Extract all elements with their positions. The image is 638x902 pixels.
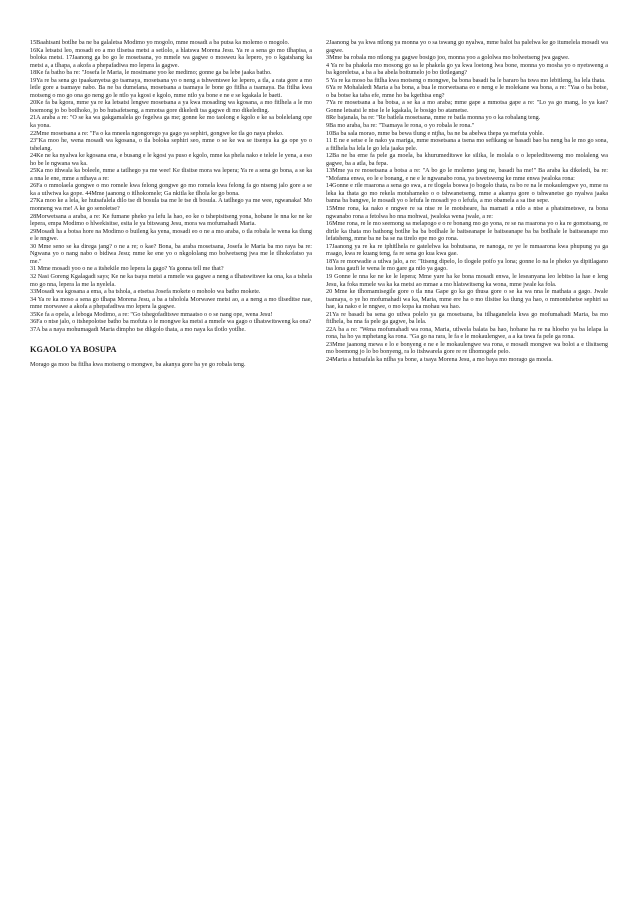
paragraph: 13Mme ya re mosetsana a botsa a re: "A bo go le molemo jang ne, basadi ba me!" Ba araba ka dikeledi, ba re: "Mofama enwa, eo le e bonang, e ne e le ngwanabo rona, ya tswetsweng ke mme enwa jwaloka rona: bbox=[326, 168, 608, 182]
paragraph: 22A ba a re: "Wena mofumahadi wa rona, Maria, utlwela balata ba hao, hobane ha re na hloeho ya ba lelapa la rona, ha ho ya mphetang ka rona. "Ga go na rara, le fa e le mokaulengwe, a a ka tswa fa pele ga rona. bbox=[326, 326, 608, 341]
paragraph: 21A araba a re: "O se ka wa gakgamalela go fegelwa ga me; gonne ke mo taolong e kgolo e ke sa bolelelang ope ka yona. bbox=[30, 115, 312, 130]
paragraph: 32 Nasi Goreng Kgalagadi says; Ke ne ka tsaya metsi a mmele wa gagwe a neng a tlhatswitswe ka ona, ka a tshela mo go nna, lepera la me la nyelela. bbox=[30, 273, 312, 288]
paragraph: 19Ya re ba sena go ipaakanyetsa go tsamaya, mosetsana yo o neng a tshwentswe ke lepero, a tla, a rata gore a mo letle gore a tsamaye nabo. Ba ne ba dumelana, mosetsana a tsamaya le bone go fitlha a tsamaya. Ba fitlha kwa motseng o mo go ona go neng go le ntlo ya kgosi e kgolo, mme ntlo ya bone e ne e se kgakala le baeti. bbox=[30, 77, 312, 99]
paragraph: 20 Mme ke tlhomamisegile gore o tla nna Gape go ka go thusa gore o se ka wa nna le mathata a gago. Jwale tsamaya, o ye ho mofumahadi wa ka, Maria, mme ere ha o mo tlisitse ka tlung ya hao, o mmontshetse sephiri sa hae, ka nako e le nngwe, o mo kopa ka mohau wa hao. bbox=[326, 289, 608, 311]
paragraph: 15Mme rona, ka nako e nngwe re sa ntse re le motsheare, ha mamati a ntlo a ntse a phatsimetswe, ra bona ngwanabo rona a fetolwa ho nna mohwai, jwaloka wena jwale, a re: bbox=[326, 206, 608, 220]
paragraph: 22Mme mosetsana a re: "Fa o ka mneela ngongorego ya gago ya sephiri, gongwe ke tla go naya pheko. bbox=[30, 130, 284, 137]
paragraph: 23Mme jaanong mewa e lo e bonyeng e ne e le mokaulengwe wa rona, e mosadi mongwe wa boloi a e tlisitseng mo boemong jo lo bo bonyeng, ra lo itshwarela gore re re tlhomogele pelo. bbox=[326, 341, 608, 356]
paragraph: 31 Mme mosadi yoo o ne a itshekile mo lepera la gago? Ya gonna tell me that? bbox=[30, 266, 224, 273]
paragraph: 28Morwetsana a araba, a re: Ke fumane pheko ya lefu la hao, eo ke o tshepisitseng yona, hobane le nna ke ne ke lepera, empa Modimo o hlwekisitse, esita le ya bitswang Jesu, mora wa mofumahadi Maria. bbox=[30, 213, 312, 228]
paragraph: 18Ke fa batho ba re: "Josefa le Maria, le mosimane yoo ke medimo; gonne ga ba lebe jaaka batho. bbox=[30, 70, 272, 77]
paragraph: 24Ke ne ka nyalwa ke kgosana ena, e busang e le kgosi ya puso e kgolo, mme ka phela nako e telele le yena, a eso ho be le ngwana wa ka. bbox=[30, 153, 312, 167]
paragraph: 26Fa o mmolaela gongwe o mo romele kwa felong gongwe go mo romela kwa felong fa go ntseng jalo gore a se ka a utlwiwa ka gope. 44Mme jaanong o itlhokomele; Ga nkitla ke tlhola ke go bona. bbox=[30, 183, 312, 197]
paragraph: 33Mosadi wa kgosana a ema, a ba tshola, a etsetsa Josefa mokete o moholo wa batho mokete. bbox=[30, 289, 261, 296]
paragraph: 20Ke fa ba kgora, mme ya re ka letsatsi lengwe mosetsana a ya kwa mosading wa kgosana, a mo fitlhela a le mo boemong jo bo botlhoko, jo bo hutsafetseng, a mmotsa gore dikeledi tsa gagwe di mo dikeleding. bbox=[30, 100, 312, 114]
paragraph: 29Mosadi ha a botsa hore na Modimo o buileng ka yena, mosadi eo o ne a mo araba, o tla robala le wena ka tlung e le nngwe. bbox=[30, 228, 312, 243]
paragraph: 14Gonne e rile rraarona a sena go swa, a re tlogela boswa jo bogolo thata, ra bo re na le mokaulengwe yo, mme ra leka ka thata go mo rekela motshameko o o tshwanetseng, mme a akanya gore o tshwanetse go nyalwa jaaka banna ba bangwe, le mosadi yo o lefufa le mosadi yo o lefufa, a mo obamela a sa itse sepe. bbox=[326, 183, 608, 205]
paragraph: 6Ya re Mohalaledi Maria a ba bona, a bua le morwetsana eo e neng e le molekane wa bona, a re: "Yaa o ba botse, o ba botse ka taba efe, mme ho ba kgethisa eng? bbox=[326, 85, 608, 99]
section-heading: KGAOLO YA BOSUPA bbox=[30, 345, 117, 355]
paragraph: 37A ba a naya mohumagadi Maria dimpho tse dikgolo thata, a mo naya ka tlotlo yotlhe. bbox=[30, 326, 246, 333]
paragraph: 19 Gonne le nna ke ne ke le lepera; Mme yare ha ke bona mosadi enwa, le leseanyana leo lebitso la hae e leng Jesu, ka foka mmele wa ka ka metsi ao mmae a mo hlatswitseng ka wona, mme jwale ka fola. bbox=[326, 273, 608, 288]
paragraph: 5 Ya re ka moso ba fitlha kwa motseng o mongwe, ba bona basadi ba le bararo ba tswa mo lebitleng, ba lela thata. bbox=[326, 77, 606, 84]
paragraph: 11 E ne e setse e le nako ya mariga, mme mosetsana a tsena mo sefikang se basadi bao ba neng ba le mo go sona, a fitlhela ba lela le go lela jaaka pele. bbox=[326, 138, 608, 152]
right-column bbox=[326, 40, 608, 902]
paragraph: 3Mme ba robala mo ntlong ya gagwe bosigo joo, monna yoo a gololwa mo bolwetseng jwa gagwe. bbox=[326, 55, 570, 62]
paragraph: 12Ba ne ba eme fa pele ga moela, ba khurumeditswe ke silika, le molala o o lepeleditsweng mo molaleng wa gagwe, ba a atla, ba fepa. bbox=[326, 153, 608, 167]
paragraph: 16Mme rona, re le mo seemong sa melapogo e o re bonang mo go yona, re se na rraarona yo o ka re gomotsang, re dirile ka thata mo bathong botlhe ba ba botlhale le baitseanape le baitseanape ba ba botlhale le baitseanape mo lefatsheng, mme ba ne ba se na tirelo epe mo go rona. bbox=[326, 221, 608, 243]
paragraph: 30 Mme seno se ka direga jang? o ne a re; o kae? Bona, ba araba mosetsana, Josefa le Maria ba mo raya ba re: Ngwana yo o nang nabo o bidiwa Jesu; mme ke ene yo o nkgololang mo bolwetseng jwa me le tlhokofatso ya me." bbox=[30, 243, 312, 265]
paragraph: 2Jaanong ba ya kwa ntlong ya monna yo o sa tswang go nyalwa, mme baloi ba palelwa ke go itumelela mosadi wa gagwe. bbox=[326, 40, 608, 54]
paragraph: 34 Ya re ka moso a sena go tlhapa Morena Jesu, a ba a tsholola Morwawe metsi ao, a a neng a mo tliseditse nae, mme morwawe a akofa a phepafadiwa mo lepera la gagwe. bbox=[30, 296, 312, 311]
paragraph: 10Ba ba sala morao, mme ba bewa tlung e ntjha, ba ne ba abelwa thepa ya mefuta yohle. bbox=[326, 130, 544, 137]
paragraph: 16Ka letsatsi leo, mosadi eo a mo tlisetsa metsi a setlolo, a hlatswa Morena Jesu. Ya re a sena go mo tlhapisa, a boloka metsi. 17Jaanong ga bo go le mosetsana, yo mmele wa gagwe o mosweu ka lepero, yo o kgatshang ka metsi a, a tlhapa, a akofa a phepafadiwa mo lepera la gagwe. bbox=[30, 47, 312, 69]
paragraph: 8Re bajanala, ba re: "Re batlela mosetsana, mme re batla monna yo o ka robalang teng. bbox=[326, 115, 541, 122]
paragraph: 15Baahisani botlhe ba ne ba galaletsa Modimo yo mogolo, mme mosadi a ba putsa ka molemo o mogolo. bbox=[30, 40, 290, 46]
paragraph: Morago ga moo ba fitlha kwa motseng o mongwe, ba akanya gore ba ye go robala teng. bbox=[30, 361, 246, 368]
left-column bbox=[30, 40, 312, 902]
paragraph: 24Maria a hutsafala ka ntlha ya bone, a tsaya Morena Jesu, a mo baya mo morago ga moela. bbox=[326, 356, 553, 363]
paragraph: 36Fa o ntse jalo, o itshepolotse batho ba mofuta o le mongwe ka metsi a mmele wa gago o tlhatswitsweng ka ona? bbox=[30, 319, 312, 326]
paragraph: 7Ya re mosetsana a ba botsa, a se ka a mo araba; mme gape a mmotsa gape a re: "Lo ya go mang, lo ya kae? Gonne letsatsi le ntse le le kgakala, le bosigo bo atametse. bbox=[326, 100, 608, 114]
paragraph: 17Jaanong ya re ka re iphitlhela re gatelelwa ka bohutsana, re nanoga, re ye le mmaarona kwa phupung ya ga rraago, kwa re kuang teng, fa re sena go kua kwa gae. bbox=[326, 243, 608, 258]
paragraph: 27Ka moo ke a lela, ke hutsafalela dilo tse di bosula tsa me le tse di bosula. A tatlhego ya me wee, ngwanaka! Mo monneng wa me! A ke go senoletse? bbox=[30, 198, 312, 213]
paragraph: 35Ke fa a opela, a leboga Modimo, a re: "Go tshegofaditswe mmaatso o o se nang ope, wena Jesu! bbox=[30, 311, 273, 318]
paragraph: 23"Ka moo he, wena mosadi wa kgosana, o tla boloka sephiri seo, mme o se ke wa se itsenya ka ga ope yo o tshelang. bbox=[30, 138, 312, 152]
paragraph: 21Ya re basadi ba sena go utlwa polelo ya ga mosetsana, ba itlhaganelela kwa go mofumahadi Maria, ba mo fitlhela, ba nna fa pele ga gagwe, ba lela. bbox=[326, 311, 608, 326]
paragraph: 9Ba mo araba, ba re: "Tsamaya le rona, o yo robala le rona." bbox=[326, 123, 475, 130]
paragraph: 4 Ya re ba phakela mo mosong go sa le phakela go ya kwa loetong lwa bone, monna yo mosha yo o nyetsweng a ba kgoreletsa, a ba a ba abela boitumelo jo bo tlotlegang? bbox=[326, 62, 608, 77]
paragraph: 18Ya re morwadie a utlwa jalo, a re: "Itiseng dipelo, lo tlogele poifo ya lona; gonne lo na le pheko ya dipitlagano tsa lona gaufi le wena le mo gare ga ntlo ya gago. bbox=[326, 258, 608, 273]
paragraph: 25Ka mo ithwala ka boleele, mme a tatlhego ya me wee! Ke tlisitse mora wa lepera; Ya re a sena go bona, a se ka a nna le ene, mme a nthaya a re: bbox=[30, 168, 312, 182]
